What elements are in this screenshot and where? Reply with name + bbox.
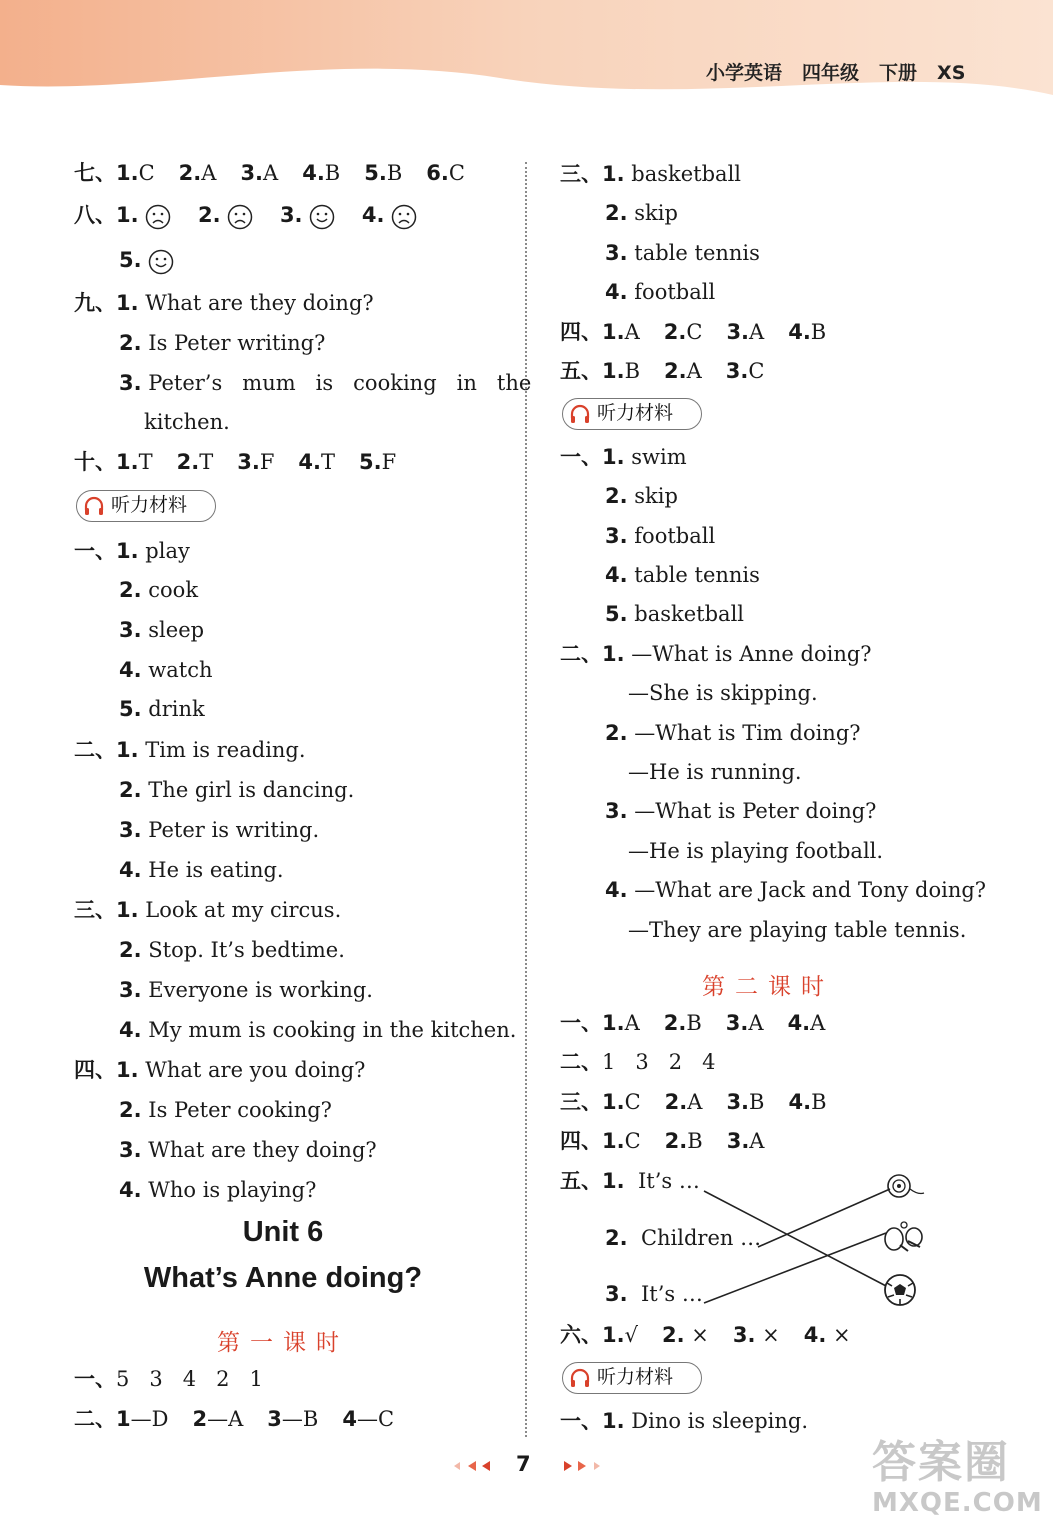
right-l1-row: 一、1. swim (560, 445, 687, 469)
right-l1-row: 5. basketball (605, 602, 745, 626)
ping-pong-icon (885, 1222, 922, 1251)
left-s9-q2: 2. Is Peter writing? (119, 331, 326, 355)
headphones-icon (569, 1368, 591, 1388)
headphones-icon (569, 404, 591, 424)
left-l3-row: 三、1. Look at my circus. (74, 898, 342, 922)
football-icon (885, 1275, 915, 1305)
unit-title: What’s Anne doing? (143, 1262, 423, 1294)
header-info: 小学英语 四年级 下册 XS (706, 62, 966, 84)
right-l2-q: 3. —What is Peter doing? (605, 799, 877, 823)
right-l1-row: 3. football (605, 524, 716, 548)
left-l2-row: 3. Peter is writing. (119, 818, 320, 842)
left-s7-row: 七、1.C 2.A 3.A 4.B 5.B 6.C (74, 161, 465, 185)
listening-material-label: 听力材料 (76, 490, 216, 522)
left-l4-row: 3. What are they doing? (119, 1138, 377, 1162)
left-l4-row: 2. Is Peter cooking? (119, 1098, 332, 1122)
column-divider (525, 162, 527, 1437)
right-l2-q: 二、1. —What is Anne doing? (560, 642, 872, 666)
lesson-heading: 第二课时 (702, 974, 834, 1000)
left-s9-q3: 3. Peter’s mum is cooking in the (119, 371, 532, 395)
right-l2-a: —He is running. (628, 760, 802, 784)
right-k2-row: 二、1 3 2 4 (560, 1050, 716, 1074)
left-s8-row2: 5. (119, 247, 174, 275)
right-k5-row: 五、1. It’s … (560, 1169, 700, 1193)
left-l2-row: 2. The girl is dancing. (119, 778, 355, 802)
happy-face-icon (148, 249, 174, 275)
right-l2-q: 2. —What is Tim doing? (605, 721, 861, 745)
left-u1-row: 一、5 3 4 2 1 (74, 1367, 263, 1391)
right-k4-row: 四、1.C 2.B 3.A (560, 1129, 765, 1153)
left-l3-row: 2. Stop. It’s bedtime. (119, 938, 345, 962)
right-l2-a: —They are playing table tennis. (628, 918, 967, 942)
left-l1-row: 一、1. play (74, 539, 190, 563)
left-l2-row: 二、1. Tim is reading. (74, 738, 306, 762)
sad-face-icon (391, 204, 417, 230)
right-s3-row: 2. skip (605, 201, 678, 225)
next-arrows-icon (560, 1458, 610, 1474)
prev-arrows-icon (444, 1458, 494, 1474)
right-l2-q: 4. —What are Jack and Tony doing? (605, 878, 987, 902)
yoyo-icon (888, 1175, 924, 1197)
match-line (704, 1191, 888, 1287)
right-k5-row: 2. Children … (605, 1226, 762, 1250)
left-l1-row: 2. cook (119, 578, 199, 602)
headphones-icon (83, 496, 105, 516)
left-l1-row: 3. sleep (119, 618, 205, 642)
left-l4-row: 四、1. What are you doing? (74, 1058, 366, 1082)
match-line (704, 1233, 886, 1303)
right-s4-row: 四、1.A 2.C 3.A 4.B (560, 320, 827, 344)
lesson-heading: 第一课时 (217, 1330, 349, 1356)
listening-material-label: 听力材料 (562, 398, 702, 430)
sad-face-icon (227, 204, 253, 230)
right-s3-row: 三、1. basketball (560, 162, 742, 186)
right-s3-row: 4. football (605, 280, 716, 304)
left-l4-row: 4. Who is playing? (119, 1178, 317, 1202)
left-s9-q3-cont: kitchen. (144, 410, 230, 434)
page-number: 7 (516, 1452, 531, 1476)
left-l1-row: 5. drink (119, 697, 205, 721)
matching-lines (690, 1165, 940, 1315)
right-k3-row: 三、1.C 2.A 3.B 4.B (560, 1090, 827, 1114)
left-l2-row: 4. He is eating. (119, 858, 284, 882)
left-l3-row: 4. My mum is cooking in the kitchen. (119, 1018, 517, 1042)
right-l2-a: —She is skipping. (628, 681, 818, 705)
listening-material-label: 听力材料 (562, 1362, 702, 1394)
header-band (0, 0, 1053, 110)
right-l2-a: —He is playing football. (628, 839, 884, 863)
left-l1-row: 4. watch (119, 658, 213, 682)
left-s8-row: 八、1. 2. 3. 4. (74, 202, 417, 230)
unit-number: Unit 6 (242, 1216, 324, 1248)
watermark: 答案圈 MXQE.COM (872, 1437, 1043, 1518)
right-l1-row: 2. skip (605, 484, 678, 508)
happy-face-icon (309, 204, 335, 230)
right-k1-row: 一、1.A 2.B 3.A 4.A (560, 1011, 826, 1035)
left-s9-q1: 九、1. What are they doing? (74, 291, 374, 315)
right-s3-row: 3. table tennis (605, 241, 760, 265)
left-l3-row: 3. Everyone is working. (119, 978, 373, 1002)
right-m1-row: 一、1. Dino is sleeping. (560, 1409, 808, 1433)
right-l1-row: 4. table tennis (605, 563, 760, 587)
right-s5-row: 五、1.B 2.A 3.C (560, 359, 765, 383)
right-k5-row: 3. It’s … (605, 1282, 703, 1306)
left-u2-row: 二、1—D 2—A 3—B 4—C (74, 1407, 395, 1431)
right-k6-row: 六、1.√ 2. × 3. × 4. × (560, 1323, 851, 1347)
sad-face-icon (145, 204, 171, 230)
left-s10-row: 十、1.T 2.T 3.F 4.T 5.F (74, 450, 397, 474)
